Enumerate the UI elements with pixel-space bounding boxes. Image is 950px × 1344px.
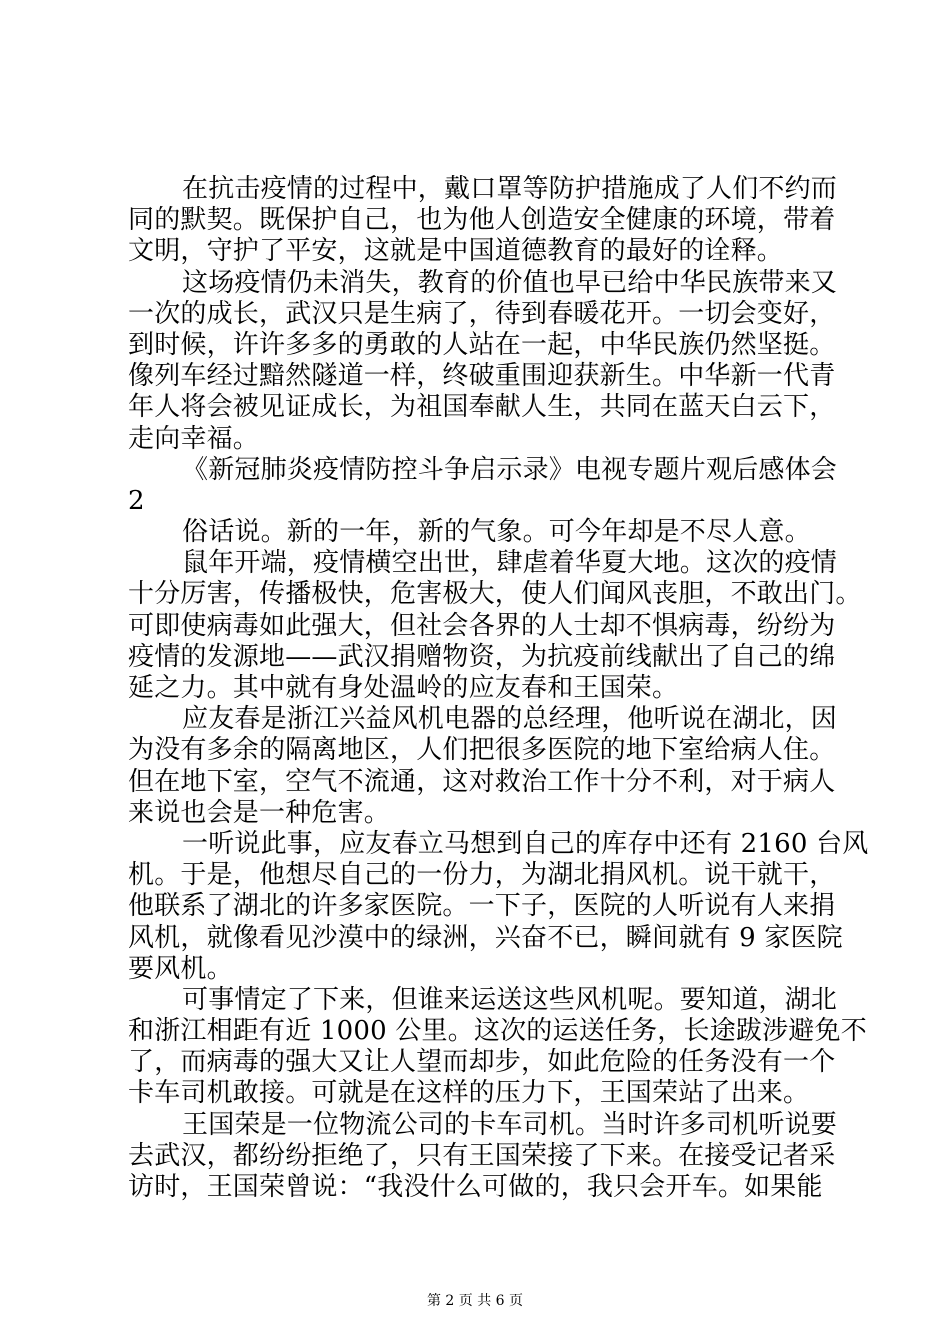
text-line: 走向幸福。 (128, 423, 260, 454)
text-line: 鼠年开端，疫情横空出世，肆虐着华夏大地。这次的疫情 (182, 548, 838, 579)
text-line: 但在地下室，空气不流通，这对救治工作十分不利，对于病人 (128, 766, 836, 797)
text-line: 应友春是浙江兴益风机电器的总经理，他听说在湖北，因 (182, 704, 838, 735)
text-line: 疫情的发源地——武汉捐赠物资，为抗疫前线献出了自己的绵 (128, 641, 836, 672)
text-line: 《新冠肺炎疫情防控斗争启示录》电视专题片观后感体会 (182, 454, 838, 485)
text-line: 2 (128, 485, 145, 516)
text-line: 为没有多余的隔离地区，人们把很多医院的地下室给病人住。 (128, 735, 836, 766)
text-line: 一听说此事，应友春立马想到自己的库存中还有 2160 台风 (182, 828, 869, 859)
text-line: 俗话说。新的一年，新的气象。可今年却是不尽人意。 (182, 517, 811, 548)
text-line: 像列车经过黯然隧道一样，终破重围迎获新生。中华新一代青 (128, 361, 836, 392)
text-line: 王国荣是一位物流公司的卡车司机。当时许多司机听说要 (182, 1109, 838, 1140)
text-line: 机。于是，他想尽自己的一份力，为湖北捐风机。说干就干， (128, 860, 836, 891)
text-line: 可事情定了下来，但谁来运送这些风机呢。要知道，湖北 (182, 984, 838, 1015)
text-line: 风机，就像看见沙漠中的绿洲，兴奋不已，瞬间就有 9 家医院 (128, 922, 843, 953)
text-line: 这场疫情仍未消失，教育的价值也早已给中华民族带来又 (182, 267, 838, 298)
text-line: 去武汉，都纷纷拒绝了，只有王国荣接了下来。在接受记者采 (128, 1140, 836, 1171)
text-line: 访时，王国荣曾说：“我没什么可做的，我只会开车。如果能 (128, 1172, 823, 1202)
text-line: 延之力。其中就有身处温岭的应友春和王国荣。 (128, 673, 679, 703)
text-line: 在抗击疫情的过程中，戴口罩等防护措施成了人们不约而 (182, 174, 838, 204)
text-line: 文明，守护了平安，这就是中国道德教育的最好的诠释。 (128, 236, 784, 267)
text-line: 一次的成长，武汉只是生病了，待到春暖花开。一切会变好， (128, 298, 836, 329)
text-line: 来说也会是一种危害。 (128, 797, 391, 828)
text-line: 了，而病毒的强大又让人望而却步，如此危险的任务没有一个 (128, 1047, 836, 1078)
text-line: 和浙江相距有近 1000 公里。这次的运送任务，长途跋涉避免不 (128, 1016, 867, 1047)
text-line: 要风机。 (128, 953, 233, 984)
text-line: 年人将会被见证成长，为祖国奉献人生，共同在蓝天白云下， (128, 392, 836, 423)
text-line: 卡车司机敢接。可就是在这样的压力下，王国荣站了出来。 (128, 1078, 810, 1109)
text-line: 到时候，许许多多的勇敢的人站在一起，中华民族仍然坚挺。 (128, 329, 836, 360)
page-footer: 第 2 页 共 6 页 (426, 1293, 524, 1309)
text-line: 十分厉害，传播极快，危害极大，使人们闻风丧胆，不敢出门。 (128, 579, 862, 610)
text-line: 他联系了湖北的许多家医院。一下子，医院的人听说有人来捐 (128, 891, 836, 922)
document-body (128, 174, 869, 1203)
text-line: 可即使病毒如此强大，但社会各界的人士却不惧病毒，纷纷为 (128, 610, 836, 641)
text-line: 同的默契。既保护自己，也为他人创造安全健康的环境，带着 (128, 205, 836, 236)
